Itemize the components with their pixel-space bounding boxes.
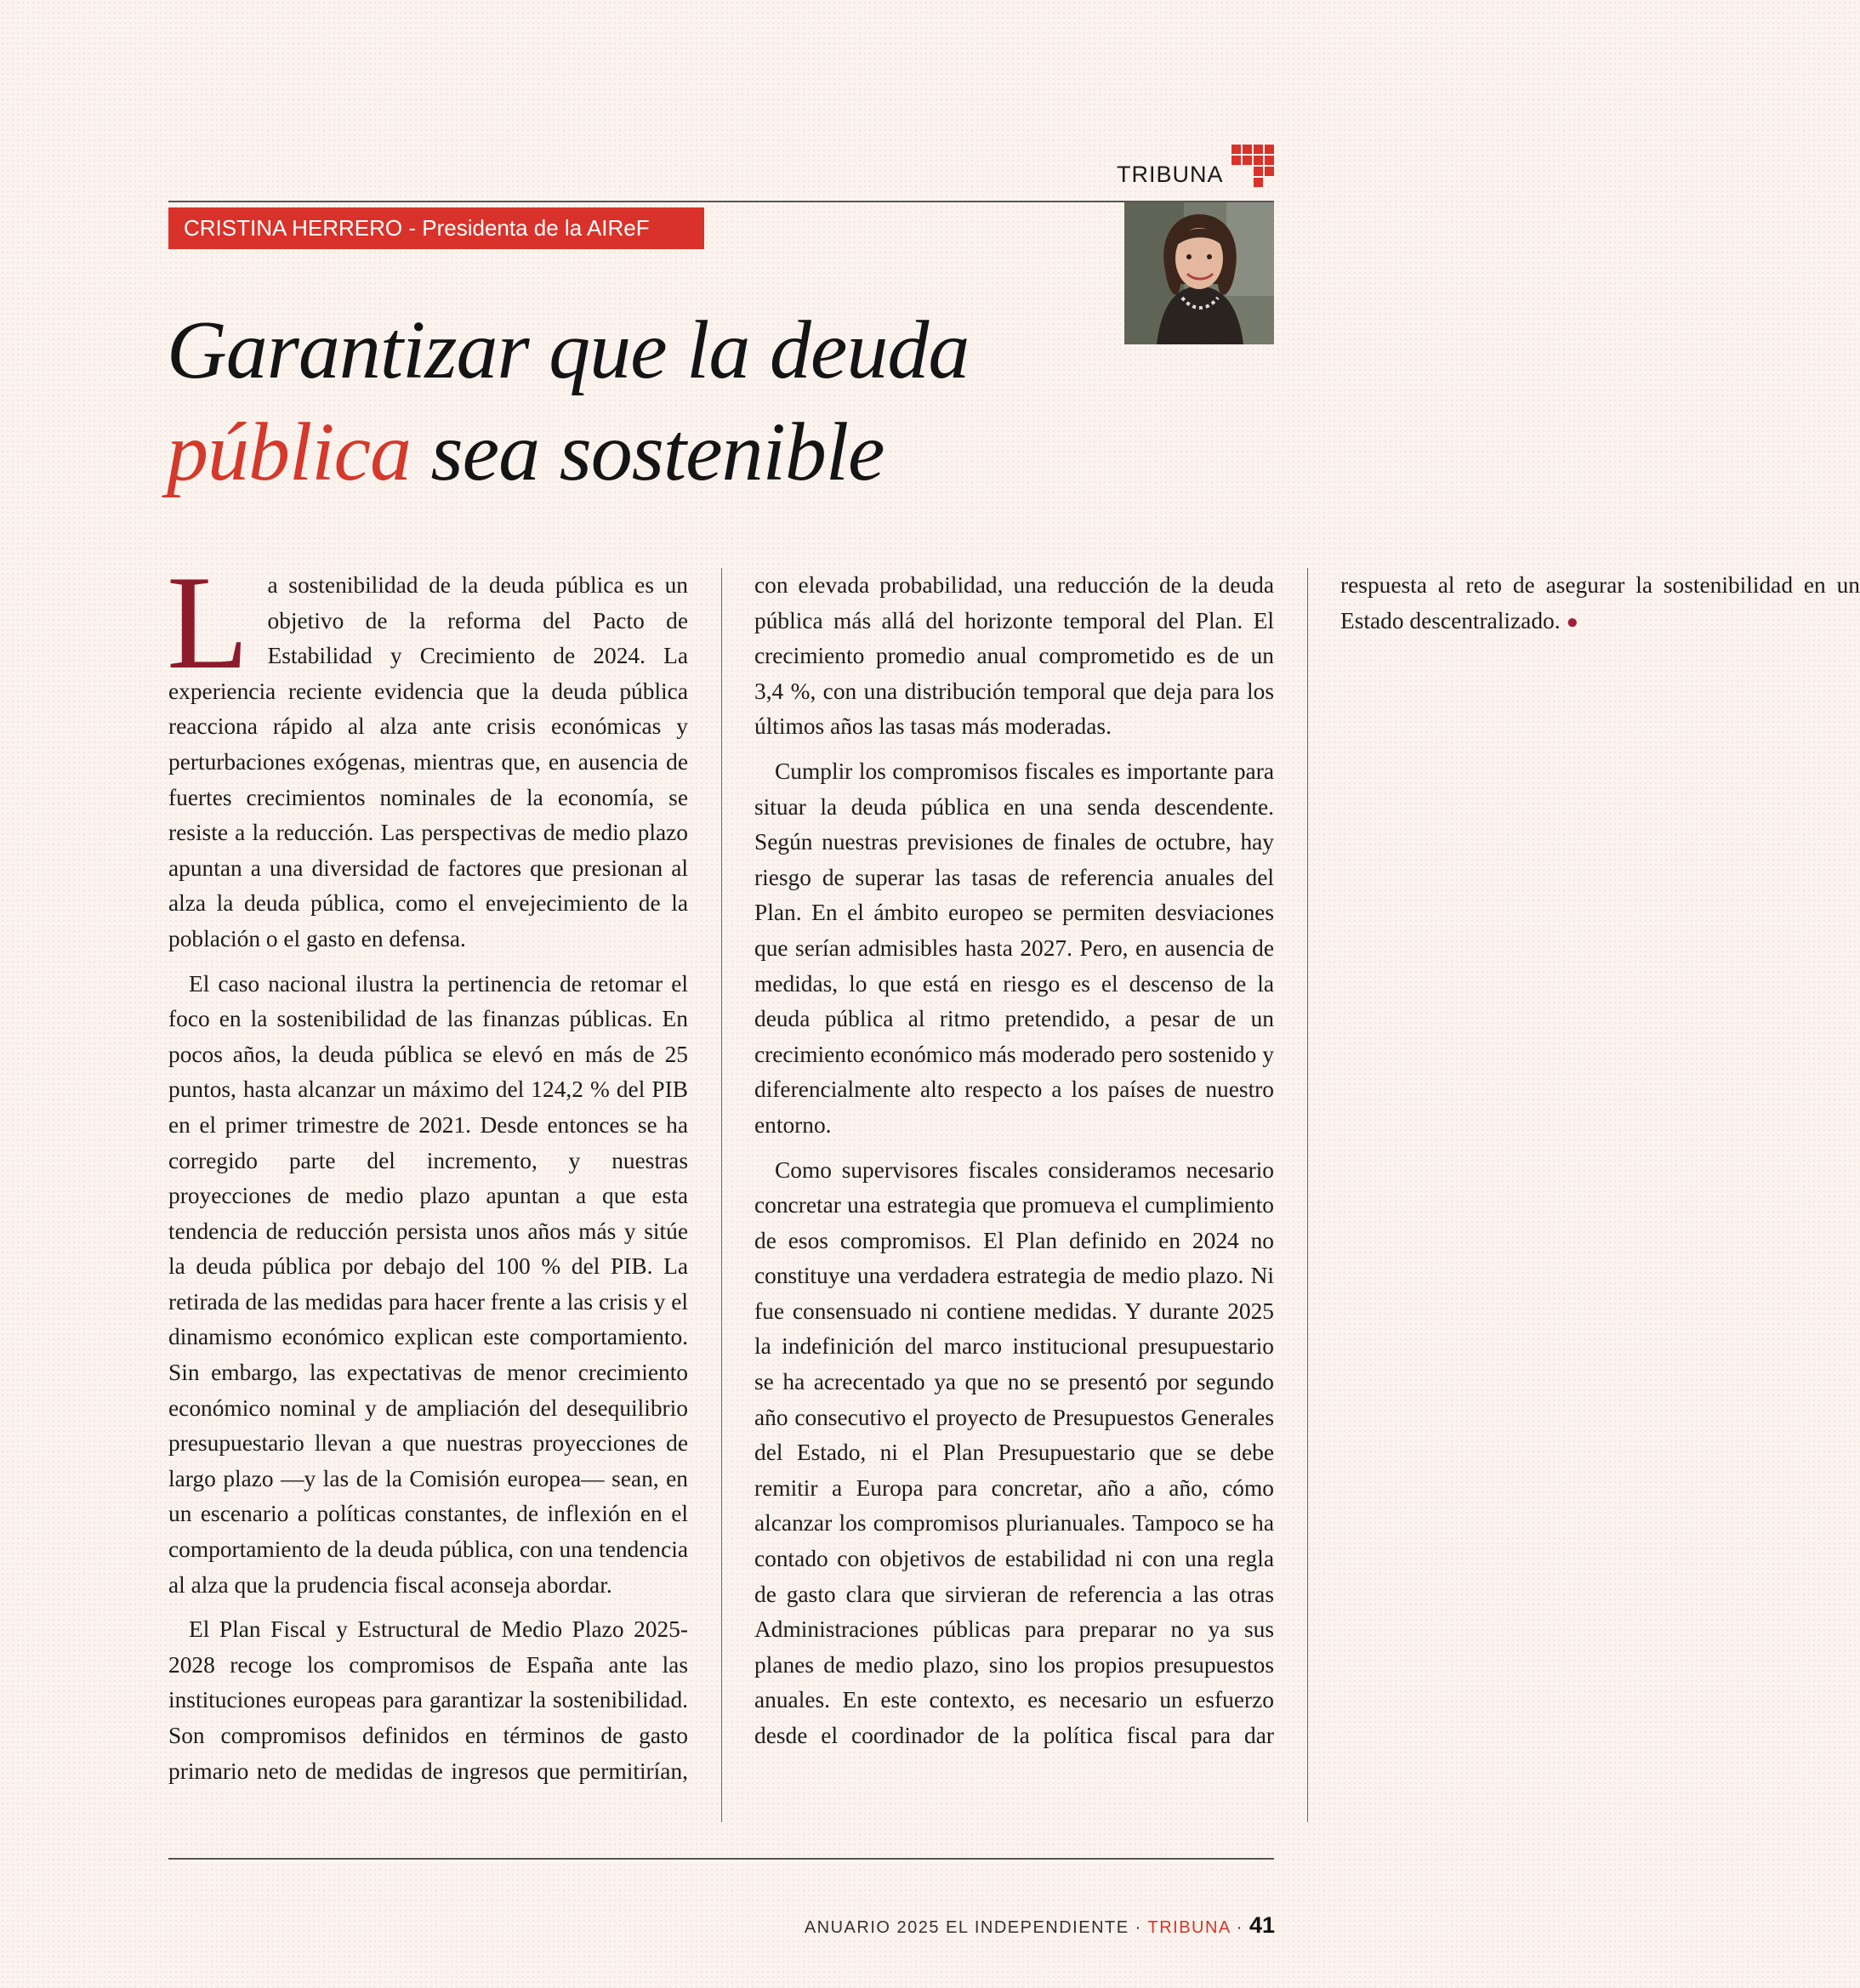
footer-section: TRIBUNA: [1147, 1918, 1231, 1937]
headline-highlight: pública: [167, 406, 411, 498]
drop-cap: L: [167, 548, 249, 697]
footer-separator: ·: [1230, 1918, 1249, 1937]
page-number: 41: [1249, 1912, 1275, 1938]
paragraph: Como supervisores fiscales consideramos necesario concretar una estrategia que promueva el cumplimiento de esos compromisos. El Plan definido en 2024 no constituye una verdadera estrategia de medio plazo. Ni fue consensuado ni contiene medidas. Y durante 2025 la indefinición del marco institucional presupuestario se ha acrecentado ya que no se presentó por segundo año consecutivo el proyecto de Presupuestos Generales del Estado, ni el Plan Presupuestario que se debe remitir a Europa para concretar, año a año, cómo alcanzar los compromisos plurianuales. Tampoco se ha contado con objetivos de estabilidad ni con una regla de gasto clara que sirvieran de referencia a las otras Administraciones públicas para preparar no ya sus planes de medio plazo, sino los propios presupuestos anuales. En este contexto, es necesario un esfuerzo desde el coordinador de la política fiscal para dar respuesta al reto de asegurar la sostenibilidad en un Estado descentralizado. ●: [754, 572, 1860, 1748]
footer-publication: ANUARIO 2025 EL INDEPENDIENTE ·: [804, 1918, 1148, 1937]
article-headline: [167, 299, 1272, 503]
paragraph: El caso nacional ilustra la pertinencia de retomar el foco en la sostenibilidad de las finanzas públicas. En pocos años, la deuda pública se elevó en más de 25 puntos, hasta alcanzar un máximo del 124,2 % del PIB en el primer trimestre de 2021. Desde entonces se ha corregido parte del incremento, y nuestras proyecciones de medio plazo apuntan a que esta tendencia de reducción persista unos años más y sitúe la deuda pública por debajo del 100 % del PIB. La retirada de las medidas para hacer frente a las crisis y el dinamismo económico explican este comportamiento. Sin embargo, las expectativas de menor crecimiento económico nominal y de ampliación del desequilibrio presupuestario llevan a que nuestras proyecciones de largo plazo —y las de la Comisión europea— sean, en un escenario a políticas constantes, de inflexión en el comportamiento de la deuda pública, con una tendencia al alza que la prudencia fiscal aconseja abordar.: [168, 970, 688, 1598]
tribuna-logo-icon: [1231, 145, 1274, 187]
author-byline: CRISTINA HERRERO - Presidenta de la AIReF: [168, 207, 704, 249]
page-footer: [805, 1912, 1275, 1939]
paragraph: El Plan Fiscal y Estructural de Medio Plazo 2025-2028 recoge los compromisos de España ante las instituciones europeas para garantizar la sostenibilidad. Son compromisos definidos en términos de gasto primario neto de medidas de ingresos que permitirían, con elevada probabilidad, una reducción de la deuda pública más allá del horizonte temporal del Plan. El crecimiento promedio anual comprometido es de un 3,4 %, con una distribución temporal que deja para los últimos años las tasas más moderadas.: [168, 572, 1274, 1784]
paragraph: La sostenibilidad de la deuda pública es un objetivo de la reforma del Pacto de Estabilidad y Crecimiento de 2024. La experiencia reciente evidencia que la deuda pública reacciona rápido al alza ante crisis económicas y perturbaciones exógenas, mientras que, en ausencia de fuertes crecimientos nominales de la economía, se resiste a la reducción. Las perspectivas de medio plazo apuntan a una diversidad de factores que presionan al alza la deuda pública, como el envejecimiento de la población o el gasto en defensa.: [167, 548, 688, 951]
end-mark-icon: ●: [1566, 611, 1578, 633]
bottom-divider: [168, 1858, 1274, 1860]
top-divider: [168, 201, 1274, 202]
section-label: TRIBUNA: [1117, 162, 1224, 187]
headline-line-1: Garantizar que la deuda: [167, 304, 970, 396]
headline-rest: sea sostenible: [410, 406, 884, 498]
article-body: [167, 548, 1860, 1822]
paragraph: Cumplir los compromisos fiscales es importante para situar la deuda pública en una senda descendente. Según nuestras previsiones de finales de octubre, hay riesgo de superar las tasas de referencia anuales del Plan. En el ámbito europeo se permiten desviaciones que serían admisibles hasta 2027. Pero, en ausencia de medidas, lo que está en riesgo es el descenso de la deuda pública al ritmo pretendido, a pesar de un crecimiento económico más moderado pero sostenido y diferencialmente alto respecto a los países de nuestro entorno.: [754, 758, 1274, 1138]
